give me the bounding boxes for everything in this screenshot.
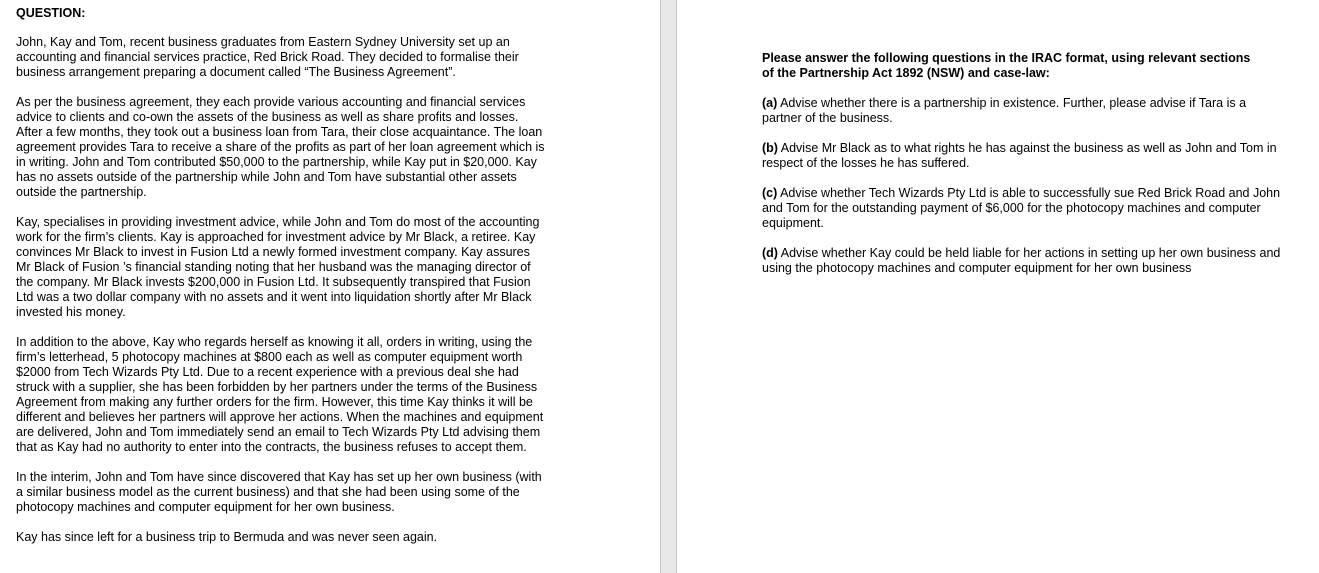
questions-section	[762, 51, 1317, 291]
question-heading: QUESTION:	[16, 6, 86, 20]
question-d-text: Advise whether Kay could be held liable for her actions in setting up her own business and using the photocopy machines and computer equipment for her own business	[762, 246, 1281, 275]
paragraph-investment-advice: Kay, specialises in providing investment advice, while John and Tom do most of the accounting work for the firm’s clients. Kay is approached for investment advice by Mr Black, a retiree. Kay convinces Mr Black to invest in Fusion Ltd a newly formed investment company. Kay assures Mr Black of Fusion ’s financial standing noting that her husband was the managing director of the company. Mr Black invests $200,000 in Fusion Ltd. It subsequently transpired that Fusion Ltd was a two dollar company with no assets and it went into liquidation shortly after Mr Black invested his money.	[16, 215, 540, 319]
right-page	[677, 0, 1319, 573]
page-gutter	[660, 0, 677, 573]
question-a-label: (a)	[762, 96, 778, 110]
irac-instruction: Please answer the following questions in the IRAC format, using relevant sections of the Partnership Act 1892 (NSW) and case-law:	[762, 51, 1251, 80]
question-b-text: Advise Mr Black as to what rights he has against the business as well as John and Tom in respect of the losses he has suffered.	[762, 141, 1277, 170]
question-b	[762, 141, 1317, 171]
paragraph-bermuda: Kay has since left for a business trip to Bermuda and was never seen again.	[16, 530, 438, 544]
paragraph-own-business: In the interim, John and Tom have since discovered that Kay has set up her own business (with a similar business model as the current business) and that she had been using some of the photocopy machines and computer equipment for her own business.	[16, 470, 542, 514]
paragraph-business-agreement: As per the business agreement, they each provide various accounting and financial services advice to clients and co-own the assets of the business as well as share profits and losses. After a few months, they took out a business loan from Tara, their close acquaintance. The loan agreement provides Tara to receive a share of the profits as part of her loan agreement which is in writing. John and Tom contributed $50,000 to the partnership, while Kay put in $20,000. Kay has no assets outside of the partnership while John and Tom have substantial other assets outside the partnership.	[16, 95, 545, 199]
question-a	[762, 96, 1317, 126]
question-body	[16, 6, 596, 560]
question-d-label: (d)	[762, 246, 778, 260]
question-d	[762, 246, 1317, 276]
question-c-text: Advise whether Tech Wizards Pty Ltd is able to successfully sue Red Brick Road and John and Tom for the outstanding payment of $6,000 for the photocopy machines and computer equipment.	[762, 186, 1281, 230]
question-c	[762, 186, 1317, 231]
question-a-text: Advise whether there is a partnership in existence. Further, please advise if Tara is a partner of the business.	[762, 96, 1247, 125]
question-c-label: (c)	[762, 186, 778, 200]
paragraph-background: John, Kay and Tom, recent business graduates from Eastern Sydney University set up an accounting and financial services practice, Red Brick Road. They decided to formalise their business arrangement preparing a document called “The Business Agreement”.	[16, 35, 519, 79]
question-b-label: (b)	[762, 141, 778, 155]
paragraph-equipment-order: In addition to the above, Kay who regards herself as knowing it all, orders in writing, using the firm’s letterhead, 5 photocopy machines at $800 each as well as computer equipment worth $2000 from Tech Wizards Pty Ltd. Due to a recent experience with a previous deal she had struck with a supplier, she has been forbidden by her partners under the terms of the Business Agreement from making any further orders for the firm. However, this time Kay thinks it will be different and believes her partners will approve her actions. When the machines and equipment are delivered, John and Tom immediately send an email to Tech Wizards Pty Ltd advising them that as Kay had no authority to enter into the contracts, the business refuses to accept them.	[16, 335, 544, 454]
